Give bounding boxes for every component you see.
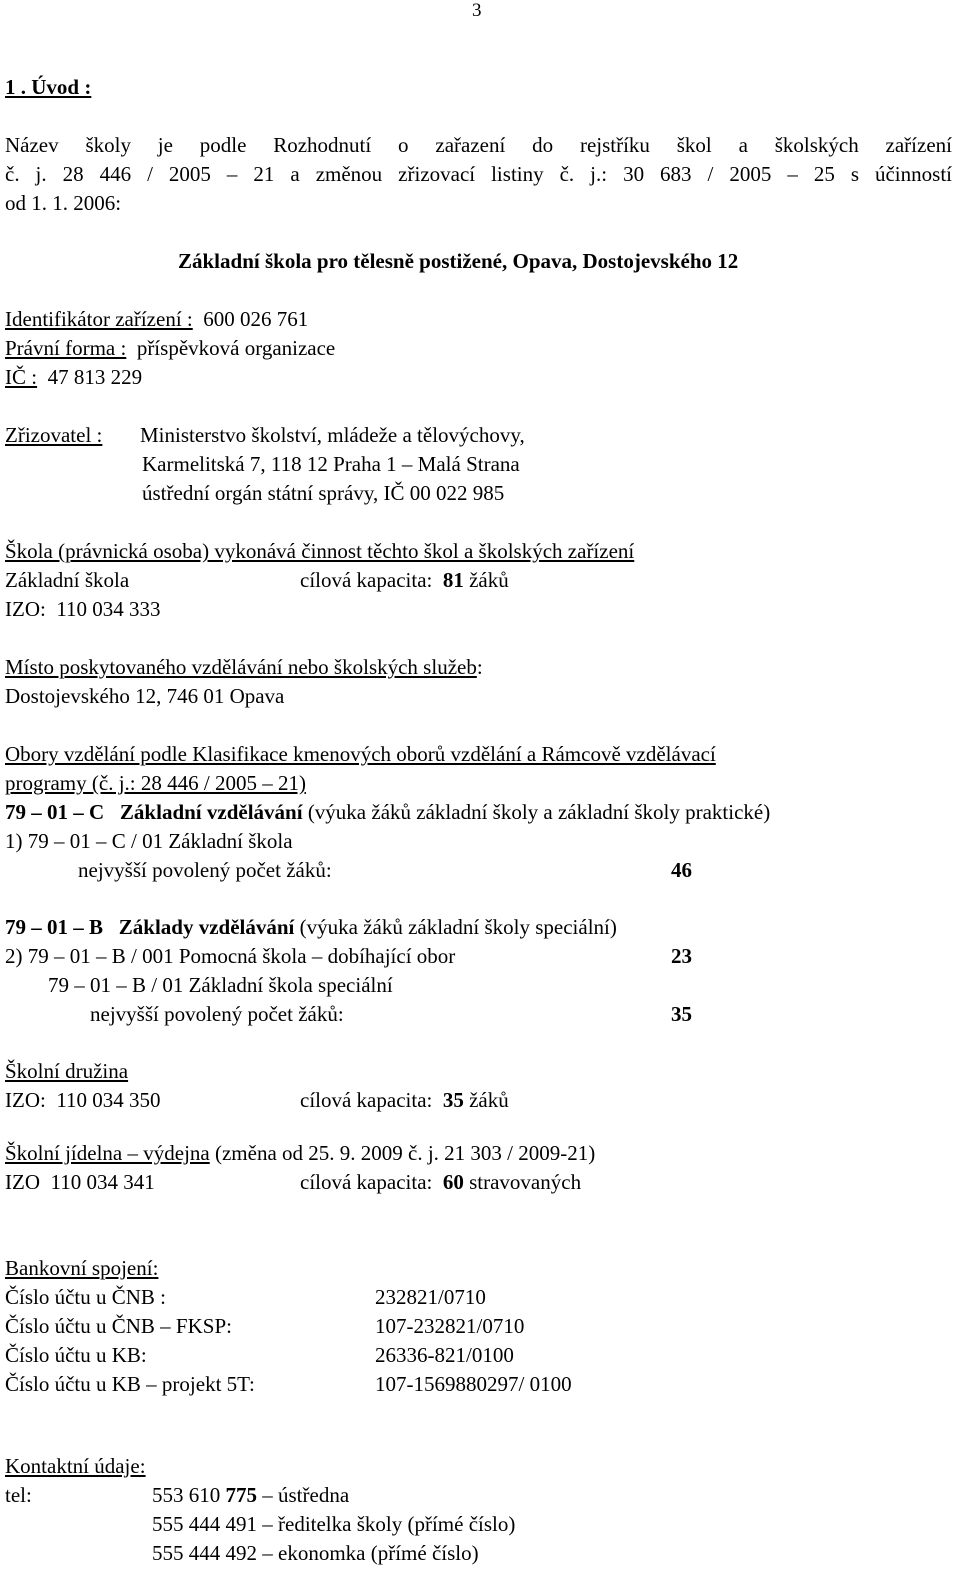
bank-value-0: 232821/0710 <box>375 1285 486 1309</box>
capacity-label: cílová kapacita: <box>300 568 433 592</box>
field-b-name: Základy vzdělávání <box>118 915 295 939</box>
id-label: Identifikátor zařízení : <box>5 307 193 331</box>
field-b-item-2: 79 – 01 – B / 01 Základní škola speciální <box>48 973 393 997</box>
founder-line-3: ústřední orgán státní správy, IČ 00 022 985 <box>142 481 505 505</box>
club-capacity-label: cílová kapacita: <box>300 1088 433 1112</box>
place-address: Dostojevského 12, 746 01 Opava <box>5 684 285 708</box>
club-izo-label: IZO: <box>5 1088 46 1112</box>
field-b-max-label: nejvyšší povolený počet žáků: <box>90 1002 344 1026</box>
field-c-desc: (výuka žáků základní školy a základní školy praktické) <box>307 800 771 824</box>
club-capacity <box>300 1087 509 1113</box>
canteen-heading-text: Školní jídelna – výdejna <box>5 1141 210 1165</box>
tel-desc-0: – ústředna <box>257 1483 350 1507</box>
canteen-capacity-value: 60 <box>442 1170 464 1194</box>
field-b-desc: (výuka žáků základní školy speciální) <box>299 915 617 939</box>
canteen-izo <box>5 1169 155 1195</box>
basic-school-capacity <box>300 567 509 593</box>
field-b-item-1: 2) 79 – 01 – B / 001 Pomocná škola – dobíhající obor <box>5 944 456 968</box>
field-c-code: 79 – 01 – C <box>5 800 105 824</box>
field-c-max-label: nejvyšší povolený počet žáků: <box>78 858 332 882</box>
place-heading-colon: : <box>476 655 483 679</box>
tel-label: tel: <box>5 1483 32 1507</box>
bank-label-2: Číslo účtu u KB: <box>5 1343 147 1367</box>
ic-row <box>5 364 142 390</box>
field-b-max-value: 35 <box>671 1002 692 1026</box>
school-name: Základní škola pro tělesně postižené, Opava, Dostojevského 12 <box>178 249 739 273</box>
id-row <box>5 306 308 332</box>
tel-row-0 <box>152 1482 349 1508</box>
field-b-row <box>5 914 617 940</box>
tel-row-2: 555 444 492 – ekonomka (přímé číslo) <box>152 1541 479 1565</box>
bank-label-3: Číslo účtu u KB – projekt 5T: <box>5 1372 255 1396</box>
field-b-code: 79 – 01 – B <box>5 915 104 939</box>
tel-number-0: 553 610 <box>152 1483 226 1507</box>
founder-label: Zřizovatel : <box>5 423 103 447</box>
ic-label: IČ : <box>5 365 38 389</box>
bank-label-1: Číslo účtu u ČNB – FKSP: <box>5 1314 232 1338</box>
capacity-value: 81 <box>442 568 464 592</box>
field-c-row <box>5 799 770 825</box>
legal-form-row <box>5 335 335 361</box>
field-b-item-1-value: 23 <box>671 944 692 968</box>
page-number: 3 <box>472 0 482 21</box>
bank-value-2: 26336-821/0100 <box>375 1343 514 1367</box>
canteen-capacity <box>300 1169 581 1195</box>
bank-heading: Bankovní spojení: <box>5 1256 159 1280</box>
tel-number-0-ext: 775 <box>225 1483 257 1507</box>
canteen-capacity-label: cílová kapacita: <box>300 1170 433 1194</box>
founder-line-1: Ministerstvo školství, mládeže a tělovýchovy, <box>140 423 525 447</box>
contact-heading: Kontaktní údaje: <box>5 1454 146 1478</box>
bank-value-1: 107-232821/0710 <box>375 1314 525 1338</box>
bank-label-0: Číslo účtu u ČNB : <box>5 1285 167 1309</box>
intro-line-1: Název školy je podle Rozhodnutí o zařazení do rejstříku škol a školských zařízení <box>5 133 952 157</box>
capacity-unit: žáků <box>469 568 509 592</box>
field-c-name: Základní vzdělávání <box>119 800 303 824</box>
field-c-item: 1) 79 – 01 – C / 01 Základní škola <box>5 829 293 853</box>
club-izo <box>5 1087 161 1113</box>
club-capacity-unit: žáků <box>469 1088 509 1112</box>
founder-line-2: Karmelitská 7, 118 12 Praha 1 – Malá Strana <box>142 452 520 476</box>
intro-line-2: č. j. 28 446 / 2005 – 21 a změnou zřizovací listiny č. j.: 30 683 / 2005 – 25 s účinností <box>5 162 952 186</box>
place-heading-text: Místo poskytovaného vzdělávání nebo školských služeb <box>5 655 477 679</box>
fields-heading-2: programy (č. j.: 28 446 / 2005 – 21) <box>5 771 306 795</box>
legal-form-value: příspěvková organizace <box>136 336 336 360</box>
izo-label: IZO: <box>5 597 46 621</box>
field-c-max-value: 46 <box>671 858 692 882</box>
club-izo-value: 110 034 350 <box>56 1088 161 1112</box>
izo-value: 110 034 333 <box>56 597 161 621</box>
tel-row-1: 555 444 491 – ředitelka školy (přímé číslo) <box>152 1512 516 1536</box>
canteen-izo-label: IZO <box>5 1170 40 1194</box>
intro-line-3: od 1. 1. 2006: <box>5 191 122 215</box>
activities-heading: Škola (právnická osoba) vykonává činnost těchto škol a školských zařízení <box>5 539 635 563</box>
canteen-heading-note: (změna od 25. 9. 2009 č. j. 21 303 / 2009-21) <box>214 1141 596 1165</box>
id-value: 600 026 761 <box>203 307 309 331</box>
canteen-heading <box>5 1140 595 1166</box>
school-izo <box>5 596 161 622</box>
club-heading: Školní družina <box>5 1059 129 1083</box>
basic-school-label: Základní škola <box>5 568 130 592</box>
legal-form-label: Právní forma : <box>5 336 127 360</box>
canteen-izo-value: 110 034 341 <box>50 1170 155 1194</box>
ic-value: 47 813 229 <box>47 365 143 389</box>
canteen-capacity-unit: stravovaných <box>469 1170 582 1194</box>
club-capacity-value: 35 <box>442 1088 464 1112</box>
place-heading <box>5 654 483 680</box>
fields-heading-1: Obory vzdělání podle Klasifikace kmenových oborů vzdělání a Rámcově vzdělávací <box>5 742 716 766</box>
section-heading: 1 . Úvod : <box>5 75 92 99</box>
bank-value-3: 107-1569880297/ 0100 <box>375 1372 572 1396</box>
